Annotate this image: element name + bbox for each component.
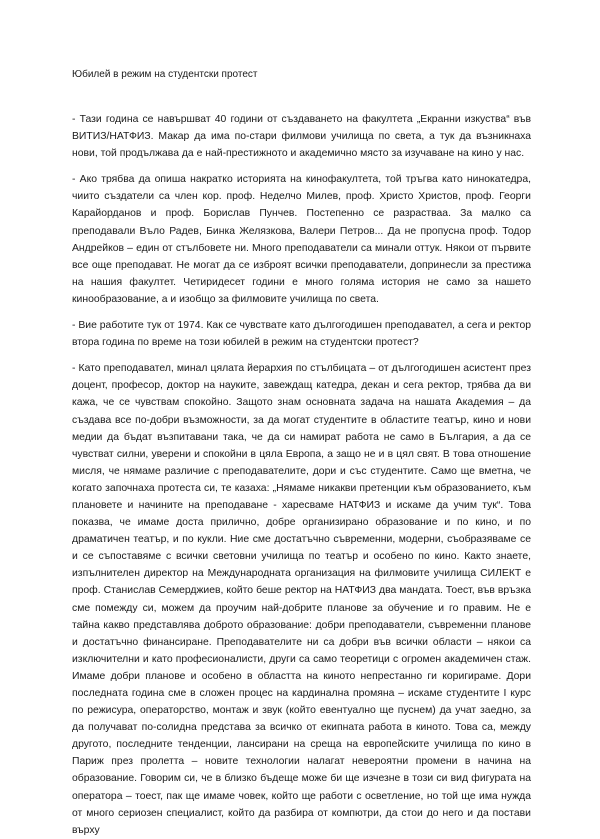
paragraph-history: - Ако трябва да опиша накратко историята на кинофакултета, той тръгва като нинокатедра, чиито създатели са член кор. проф. Неделчо Милев, проф. Христо Христов, проф. Георги Карайорданов и проф. Борислав Пунчев. Постепенно се разрастваа. За малко са преподавали Въло Радев, Бинка Желязкова, Валери Петров... Да не пропусна проф. Тодор Андрейков – един от стълбовете ни. Много преподаватели са минали оттук. Някои от първите все още преподават. Не могат да се изброят всички преподаватели, допринесли за престижа на нашия факултет. Четиридесет години е много голяма история не само за нашето кинообразование, а и изобщо за филмовите училища по света. <box>72 174 531 305</box>
paragraph-answer: - Като преподавател, минал цялата йерархия по стълбицата – от дългогодишен асистент през доцент, професор, доктор на науките, завеждащ катедра, декан и сега ректор, трябва да ви кажа, че се чувствам спокойно. Защото знам основната задача на нашата Академия – да създава все по-добри възможности, за да могат студентите в областите театър, кино и нови медии да бъдат възпитавани така, че да си намират работа не само в България, а да се чувстват силни, уверени и спокойни в цяла Европа, а защо не и в цял свят. В това отношение мисля, че нямаме различие с преподавателите, дори и със студентите. Само ще вметна, че когато започнаха протеста си, те казаха: „Нямаме никакви претенции към образованието, към плановете и начините на преподаване - харесваме НАТФИЗ и искаме да учим тук“. Това показва, че имаме доста прилично, добре организирано образование и по кино, и по драматичен театър, и по кукли. Ние сме достатъчно съвременни, модерни, съобразяваме се и се съпоставяме с всички световни училища по театър и особено по кино. Както знаете, изпълнителен директор на Международната организация на филмовите училища СИЛЕКТ е проф. Станислав Семерджиев, който беше ректор на НАТФИЗ два мандата. Тоест, във връзка сме помежду си, можем да проучим най-добрите планове за обучение и го правим. Не е тайна какво представлява доброто образование: добри преподаватели, съвременни планове и достатъчно финансиране. Преподавателите ни са добри във всички области – някои са изключителни и като професионалисти, други са само теоретици с огромен академичен стаж. Имаме добри планове и особено в областта на киното непрестанно ги коригираме. Дори последната година сме в сложен процес на кардинална промяна – искаме студентите I курс по режисура, операторство, монтаж и звук (който евентуално ще пуснем) да учат заедно, за да получават по-солидна представа за всичко от екипната работа в киното. Това са, между другото, последните тенденции, лансирани на среща на европейските училища по кино в Париж през пролетта – новите технологии налагат невероятни промени в начина на образование. Говорим си, че в близко бъдеще може би ще изчезне в този си вид фигурата на оператора – тоест, пак ще имаме човек, който ще работи с осветление, но той ще има нужда от много сериозен специалист, който да разбира от компютри, да стои до него и да постави върху <box>72 363 531 836</box>
document-title: Юбилей в режим на студентски протест <box>72 69 258 80</box>
paragraph-question: - Вие работите тук от 1974. Как се чувствате като дългогодишен преподавател, а сега и ректор втора година по време на този юбилей в режим на студентски протест? <box>72 320 531 349</box>
paragraph-intro: - Тази година се навършват 40 години от създаването на факултета „Екранни изкуства“ във ВИТИЗ/НАТФИЗ. Макар да има по-стари филмови училища по света, а тук да възникнаха нови, той продължава да е най-престижното и академично място за изучаване на кино у нас. <box>72 114 531 160</box>
